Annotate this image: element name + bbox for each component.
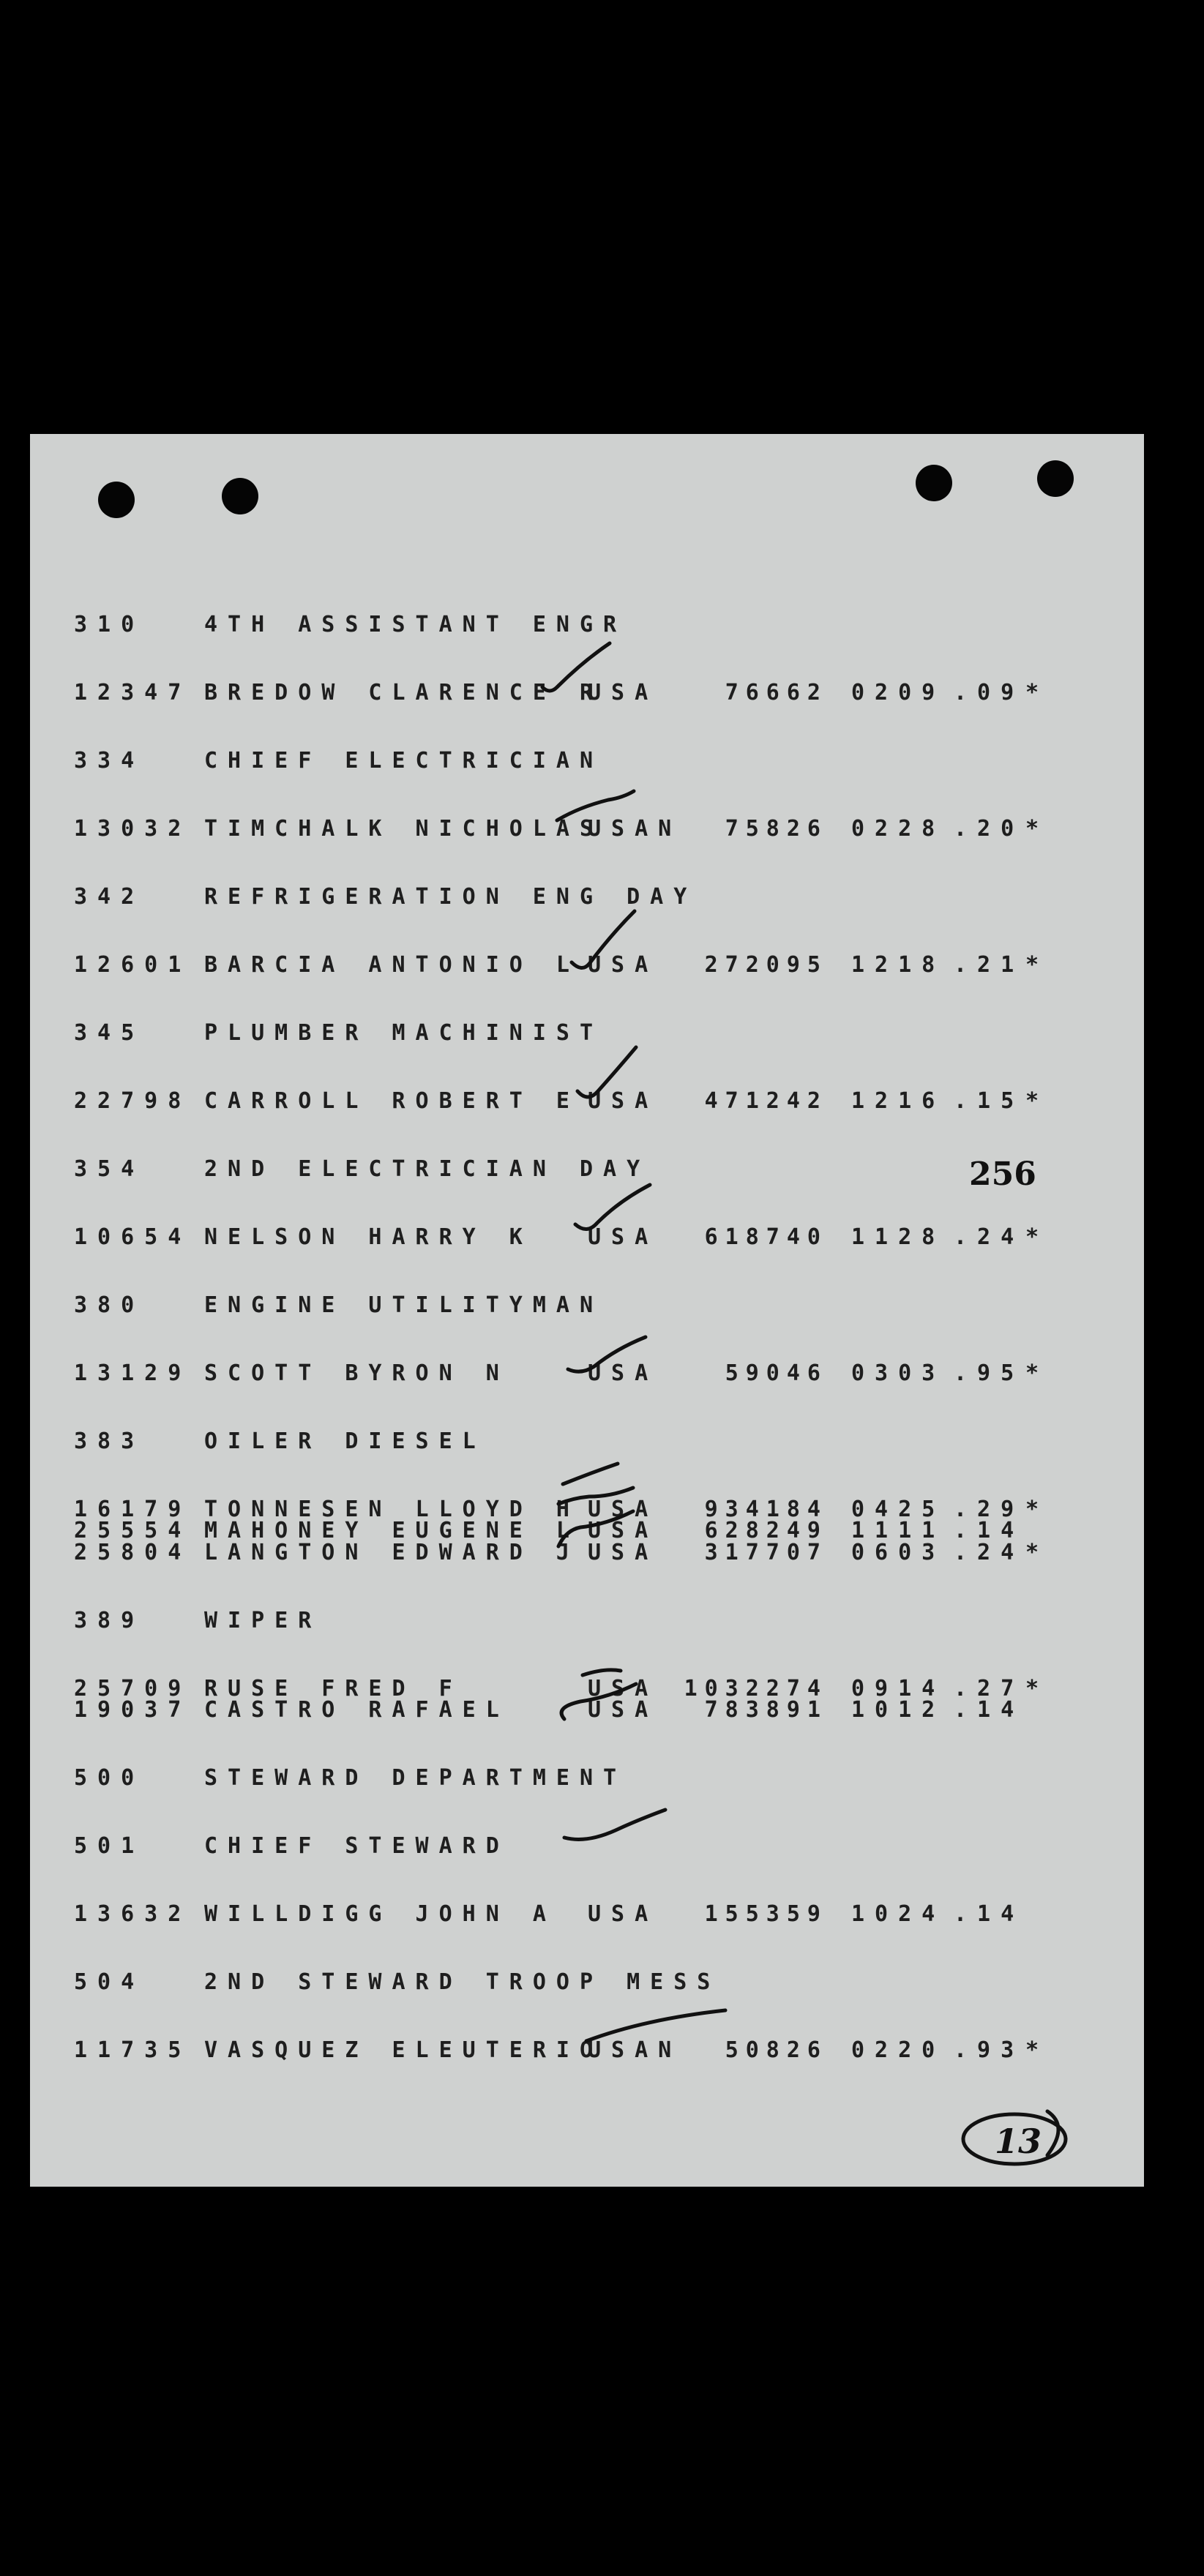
asterisk: *	[1025, 1497, 1050, 1522]
nationality: USA	[588, 1676, 659, 1701]
position-title: OILER DIESEL	[204, 1429, 486, 1454]
nationality: USAN	[588, 816, 682, 842]
value: .14	[954, 1901, 1025, 1927]
crew-name: SCOTT BYRON N	[204, 1360, 509, 1386]
position-title: CHIEF ELECTRICIAN	[204, 748, 604, 774]
position-title: CHIEF STEWARD	[204, 1833, 509, 1859]
position-title: 4TH ASSISTANT ENGR	[204, 612, 627, 637]
book-number: 10654	[74, 1224, 192, 1250]
page-number-stamp: 256	[969, 1156, 1036, 1193]
date-code: 1216	[851, 1088, 946, 1114]
crew-name: TONNESEN LLOYD H	[204, 1497, 580, 1522]
certificate-number: 59046	[725, 1360, 828, 1386]
crew-name: BARCIA ANTONIO L	[204, 952, 580, 978]
asterisk: *	[1025, 952, 1050, 978]
asterisk: *	[1025, 680, 1050, 705]
book-number: 25804	[74, 1540, 192, 1565]
position-title: PLUMBER MACHINIST	[204, 1020, 604, 1046]
folio-mark: 13	[995, 2122, 1042, 2161]
date-code: 0914	[851, 1676, 946, 1701]
check-mark	[564, 1810, 665, 1839]
check-mark	[586, 2010, 725, 2041]
date-code: 1111	[851, 1518, 946, 1543]
nationality: USA	[588, 1697, 659, 1723]
value: .93	[954, 2037, 1025, 2063]
certificate-number: 76662	[725, 680, 828, 705]
book-number: 12601	[74, 952, 192, 978]
book-number: 13032	[74, 816, 192, 842]
value: .21	[954, 952, 1025, 978]
nationality: USA	[588, 952, 659, 978]
position-code: 380	[74, 1292, 145, 1318]
value: .24	[954, 1224, 1025, 1250]
date-code: 0603	[851, 1540, 946, 1565]
book-number: 19037	[74, 1697, 192, 1723]
asterisk: *	[1025, 1540, 1050, 1565]
position-code: 383	[74, 1429, 145, 1454]
certificate-number: 934184	[704, 1497, 828, 1522]
crew-name: LANGTON EDWARD J	[204, 1540, 580, 1565]
value: .20	[954, 816, 1025, 842]
asterisk: *	[1025, 1676, 1050, 1701]
value: .15	[954, 1088, 1025, 1114]
crew-name: WILLDIGG JOHN A	[204, 1901, 556, 1927]
nationality: USA	[588, 1088, 659, 1114]
nationality: USA	[588, 1518, 659, 1543]
book-number: 16179	[74, 1497, 192, 1522]
asterisk: *	[1025, 816, 1050, 842]
nationality: USA	[588, 680, 659, 705]
nationality: USAN	[588, 2037, 682, 2063]
position-code: 354	[74, 1156, 145, 1182]
date-code: 1024	[851, 1901, 946, 1927]
position-title: STEWARD DEPARTMENT	[204, 1765, 627, 1791]
position-code: 334	[74, 748, 145, 774]
position-title: REFRIGERATION ENG DAY	[204, 884, 698, 910]
check-mark	[583, 1670, 621, 1675]
certificate-number: 628249	[704, 1518, 828, 1543]
crew-name: BREDOW CLARENCE R	[204, 680, 604, 705]
nationality: USA	[588, 1224, 659, 1250]
asterisk: *	[1025, 1088, 1050, 1114]
certificate-number: 1032274	[684, 1676, 828, 1701]
value: .29	[954, 1497, 1025, 1522]
book-number: 12347	[74, 680, 192, 705]
certificate-number: 75826	[725, 816, 828, 842]
nationality: USA	[588, 1497, 659, 1522]
position-code: 345	[74, 1020, 145, 1046]
book-number: 25709	[74, 1676, 192, 1701]
date-code: 0425	[851, 1497, 946, 1522]
date-code: 1218	[851, 952, 946, 978]
crew-name: CARROLL ROBERT E	[204, 1088, 580, 1114]
value: .09	[954, 680, 1025, 705]
crew-name: CASTRO RAFAEL	[204, 1697, 509, 1723]
position-code: 500	[74, 1765, 145, 1791]
crew-name: TIMCHALK NICHOLAS	[204, 816, 604, 842]
position-title: WIPER	[204, 1608, 322, 1633]
nationality: USA	[588, 1540, 659, 1565]
asterisk: *	[1025, 2037, 1050, 2063]
value: .14	[954, 1518, 1025, 1543]
value: .14	[954, 1697, 1025, 1723]
asterisk: *	[1025, 1360, 1050, 1386]
crew-name: MAHONEY EUGENE L	[204, 1518, 580, 1543]
document-page	[30, 434, 1144, 2187]
punch-hole	[1037, 460, 1074, 497]
position-code: 342	[74, 884, 145, 910]
crew-name: NELSON HARRY K	[204, 1224, 533, 1250]
book-number: 22798	[74, 1088, 192, 1114]
nationality: USA	[588, 1360, 659, 1386]
certificate-number: 272095	[704, 952, 828, 978]
value: .27	[954, 1676, 1025, 1701]
book-number: 25554	[74, 1518, 192, 1543]
position-code: 501	[74, 1833, 145, 1859]
certificate-number: 155359	[704, 1901, 828, 1927]
date-code: 0209	[851, 680, 946, 705]
position-title: 2ND ELECTRICIAN DAY	[204, 1156, 651, 1182]
check-mark	[563, 1464, 618, 1484]
position-code: 310	[74, 612, 145, 637]
position-code: 504	[74, 1969, 145, 1995]
certificate-number: 50826	[725, 2037, 828, 2063]
position-title: ENGINE UTILITYMAN	[204, 1292, 604, 1318]
punch-hole	[98, 482, 135, 518]
value: .95	[954, 1360, 1025, 1386]
book-number: 11735	[74, 2037, 192, 2063]
position-title: 2ND STEWARD TROOP MESS	[204, 1969, 721, 1995]
date-code: 0228	[851, 816, 946, 842]
crew-name: VASQUEZ ELEUTERIO	[204, 2037, 604, 2063]
certificate-number: 783891	[704, 1697, 828, 1723]
date-code: 1128	[851, 1224, 946, 1250]
date-code: 0220	[851, 2037, 946, 2063]
certificate-number: 317707	[704, 1540, 828, 1565]
certificate-number: 618740	[704, 1224, 828, 1250]
asterisk: *	[1025, 1224, 1050, 1250]
nationality: USA	[588, 1901, 659, 1927]
crew-name: RUSE FRED F	[204, 1676, 463, 1701]
book-number: 13632	[74, 1901, 192, 1927]
punch-hole	[916, 465, 952, 501]
book-number: 13129	[74, 1360, 192, 1386]
certificate-number: 471242	[704, 1088, 828, 1114]
position-code: 389	[74, 1608, 145, 1633]
check-mark	[575, 1185, 650, 1229]
punch-hole	[222, 478, 258, 514]
date-code: 1012	[851, 1697, 946, 1723]
date-code: 0303	[851, 1360, 946, 1386]
value: .24	[954, 1540, 1025, 1565]
